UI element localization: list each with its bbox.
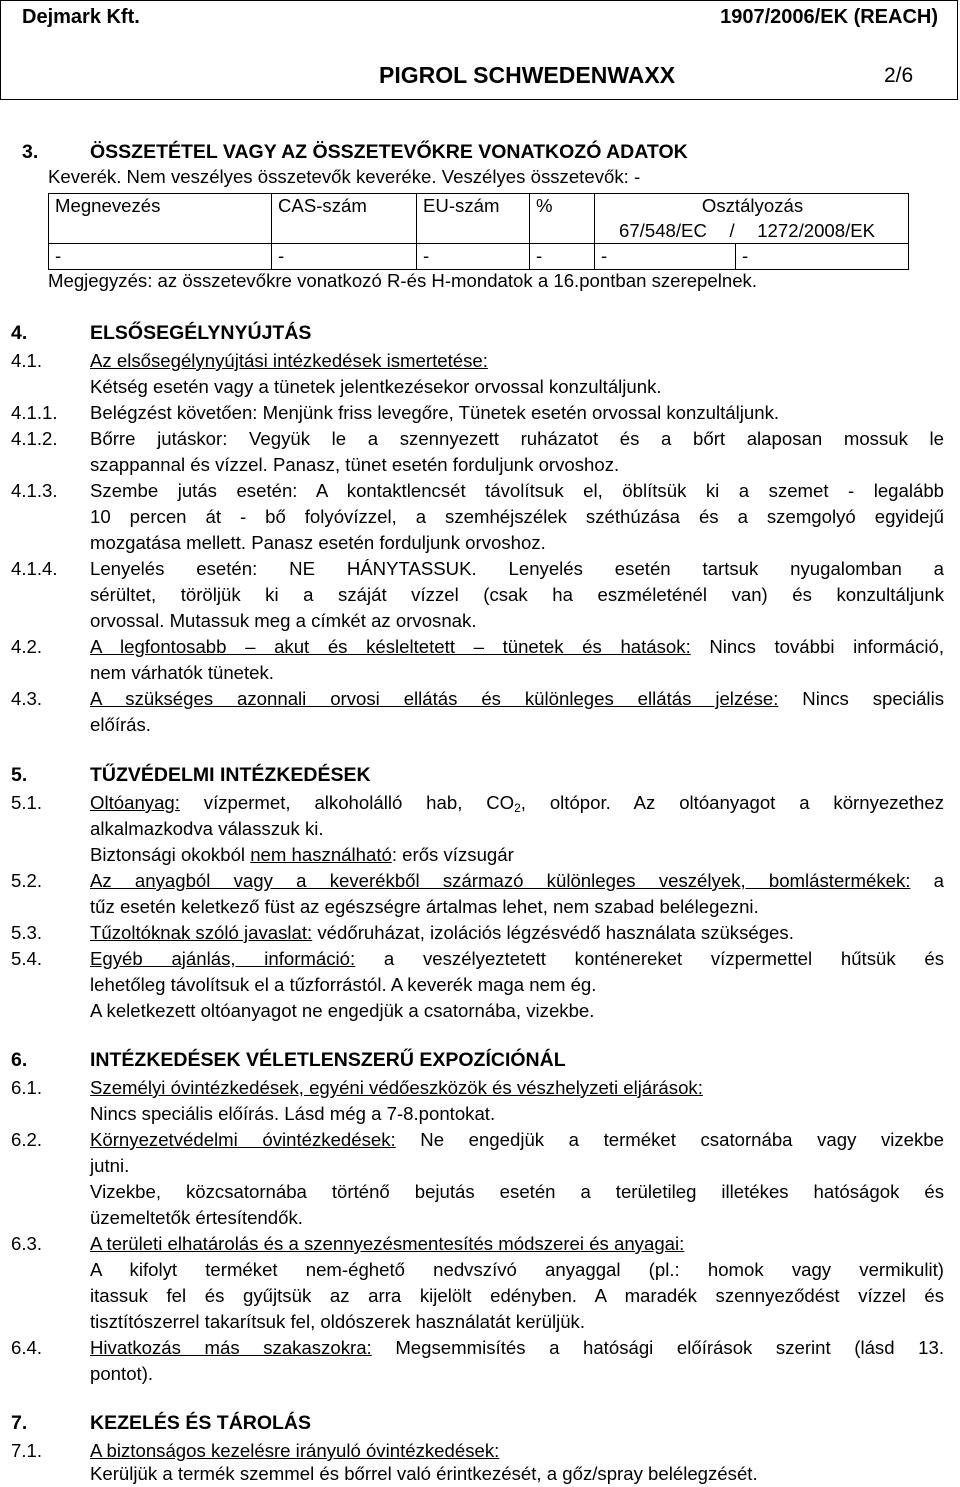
- item-5-2-heading: Az anyagból vagy a keverékből származó különleges veszélyek, bomlástermékek:: [90, 870, 911, 891]
- section-5-title: TŰZVÉDELMI INTÉZKEDÉSEK: [90, 764, 371, 786]
- item-4-2-heading: A legfontosabb – akut és késleltetett – tünetek és hatások:: [90, 636, 691, 657]
- item-4-1-2-line1: Bőrre jutáskor: Vegyük le a szennyezett ruházatot és a bőrt alaposan mossuk le: [90, 428, 944, 449]
- section-3-title: ÖSSZETÉTEL VAGY AZ ÖSSZETEVŐKRE VONATKOZÓ ADATOK: [90, 141, 688, 163]
- item-7-1-text: Kerüljük a termék szemmel és bőrrel való érintkezését, a gőz/spray belélegzését.: [90, 1463, 758, 1484]
- section-7-number: 7.: [11, 1412, 28, 1434]
- item-7-1-heading: A biztonságos kezelésre irányuló óvintézkedések:: [90, 1440, 500, 1461]
- section-3-number: 3.: [22, 141, 39, 163]
- item-5-1-line1: [90, 790, 944, 816]
- item-4-2-text: Nincs további információ,: [690, 636, 945, 657]
- section-3-intro: Keverék. Nem veszélyes összetevők keveréke. Veszélyes összetevők: -: [48, 166, 641, 187]
- item-6-4-text: Megsemmisítés a hatósági előírások szerint (lásd 13.: [371, 1337, 944, 1358]
- page-number: 2/6: [884, 64, 914, 87]
- item-4-2-line2: nem várhatók tünetek.: [90, 662, 274, 683]
- section-6-number: 6.: [11, 1049, 28, 1071]
- col-header-percent: %: [530, 194, 595, 244]
- classification-regulations: [601, 219, 904, 244]
- item-5-4-line2: lehetőleg távolítsuk el a tűzforrástól. A keverék maga nem ég.: [90, 974, 597, 995]
- item-6-4-heading: Hivatkozás más szakaszokra:: [90, 1337, 372, 1358]
- composition-table: [48, 193, 909, 270]
- cell-cas: -: [272, 244, 417, 270]
- item-4-1-3-number: 4.1.3.: [11, 480, 58, 501]
- item-5-1-text-a: vízpermet, alkoholálló hab, CO: [179, 792, 515, 813]
- col-header-name: Megnevezés: [49, 194, 272, 244]
- item-4-2-line1: [90, 634, 944, 660]
- section-4-title: ELSŐSEGÉLYNYÚJTÁS: [90, 322, 312, 344]
- item-7-1-number: 7.1.: [11, 1440, 43, 1461]
- item-4-1-2-line2: szappannal és vízzel. Panasz, tünet esetén forduljunk orvoshoz.: [90, 454, 620, 475]
- item-6-1-number: 6.1.: [11, 1077, 43, 1098]
- item-6-1-text: Nincs speciális előírás. Lásd még a 7-8.pontokat.: [90, 1103, 496, 1124]
- col-header-eu: EU-szám: [417, 194, 530, 244]
- item-4-1-2-number: 4.1.2.: [11, 428, 58, 449]
- item-5-1-safety-prefix: Biztonsági okokból: [90, 844, 251, 865]
- cell-eu: -: [417, 244, 530, 270]
- col-header-cas: CAS-szám: [272, 194, 417, 244]
- item-4-1-4-line3: orvossal. Mutassuk meg a címkét az orvosnak.: [90, 610, 477, 631]
- item-6-3-line2: A kifolyt terméket nem-éghető nedvszívó anyaggal (pl.: homok vagy vermikulit): [90, 1259, 944, 1280]
- cell-percent: -: [530, 244, 595, 270]
- item-6-2-text: Ne engedjük a terméket csatornába vagy vizekbe: [395, 1129, 944, 1150]
- item-6-4-line1: [90, 1335, 944, 1361]
- item-4-1-3-line1: Szembe jutás esetén: A kontaktlencsét távolítsuk el, öblítsük ki a szemet - legalább: [90, 480, 944, 501]
- item-5-1-not-usable: nem használható: [250, 844, 392, 865]
- item-5-1-line2: alkalmazkodva válasszuk ki.: [90, 818, 324, 839]
- table-row: [49, 244, 909, 270]
- item-5-2-line1: [90, 868, 944, 894]
- regulation-67-548: 67/548/EC: [619, 219, 707, 241]
- item-6-2-heading: Környezetvédelmi óvintézkedések:: [90, 1129, 396, 1150]
- item-6-3-heading: A területi elhatárolás és a szennyezésmentesítés módszerei és anyagai:: [90, 1233, 685, 1254]
- col-header-classification: [595, 194, 909, 244]
- section-7-title: KEZELÉS ÉS TÁROLÁS: [90, 1412, 312, 1434]
- section-6-title: INTÉZKEDÉSEK VÉLETLENSZERŰ EXPOZÍCIÓNÁL: [90, 1049, 566, 1071]
- item-5-3-text: védőruházat, izolációs légzésvédő használata szükséges.: [312, 922, 794, 943]
- item-4-3-number: 4.3.: [11, 688, 43, 709]
- co2-subscript: 2: [514, 801, 521, 815]
- item-5-4-text: a veszélyeztetett konténereket vízpermettel hűtsük és: [355, 948, 945, 969]
- item-5-1-line3: [90, 842, 944, 868]
- item-4-1-1-number: 4.1.1.: [11, 402, 58, 423]
- item-6-3-line4: tisztítószerrel takarítsuk fel, oldószerek használatát kerüljük.: [90, 1311, 586, 1332]
- item-5-3-heading: Tűzoltóknak szóló javaslat:: [90, 922, 313, 943]
- item-4-3-line1: [90, 686, 944, 712]
- item-5-1-text-b: , oltópor. Az oltóanyagot a környezethez: [520, 792, 944, 813]
- cell-class-67: -: [595, 244, 736, 270]
- item-6-2-line1: [90, 1127, 944, 1153]
- item-4-2-number: 4.2.: [11, 636, 43, 657]
- section-4-number: 4.: [11, 322, 28, 344]
- item-6-2-line2: jutni.: [90, 1155, 130, 1176]
- item-4-3-text: Nincs speciális: [778, 688, 944, 709]
- regulation-1272-2008: 1272/2008/EK: [757, 219, 876, 241]
- item-4-1-text: Kétség esetén vagy a tünetek jelentkezésekor orvossal konzultáljunk.: [90, 376, 662, 397]
- item-4-1-3-line2: 10 percen át - bő folyóvízzel, a szemhéjszélek széthúzása és a szemgolyó egyidejű: [90, 506, 944, 527]
- item-6-3-line3: itassuk fel és gyűjtsük az arra kijelölt edényben. A maradék szennyeződést vízzel és: [90, 1285, 944, 1306]
- item-5-4-line1: [90, 946, 944, 972]
- item-6-2-number: 6.2.: [11, 1129, 43, 1150]
- item-6-4-line2: pontot).: [90, 1363, 154, 1384]
- item-5-1-heading: Oltóanyag:: [90, 792, 180, 813]
- item-4-1-4-number: 4.1.4.: [11, 558, 58, 579]
- item-6-2-line4: üzemeltetők értesítendők.: [90, 1207, 303, 1228]
- item-4-1-1-text: Belégzést követően: Menjünk friss levegőre, Tünetek esetén orvossal konzultáljunk.: [90, 402, 780, 423]
- section-5-number: 5.: [11, 764, 28, 786]
- item-5-4-heading: Egyéb ajánlás, információ:: [90, 948, 356, 969]
- cell-name: -: [49, 244, 272, 270]
- section-3-note: Megjegyzés: az összetevőkre vonatkozó R-és H-mondatok a 16.pontban szerepelnek.: [48, 270, 758, 291]
- item-5-1-number: 5.1.: [11, 792, 43, 813]
- item-6-3-number: 6.3.: [11, 1233, 43, 1254]
- item-5-4-number: 5.4.: [11, 948, 43, 969]
- item-4-1-number: 4.1.: [11, 350, 43, 371]
- item-6-1-heading: Személyi óvintézkedések, egyéni védőeszközök és vészhelyzeti eljárások:: [90, 1077, 703, 1098]
- item-5-4-line3: A keletkezett oltóanyagot ne engedjük a csatornába, vizekbe.: [90, 1000, 595, 1021]
- item-4-1-heading: Az elsősegélynyújtási intézkedések ismertetése:: [90, 350, 488, 371]
- item-5-1-safety-suffix: : erős vízsugár: [391, 844, 514, 865]
- item-4-3-line2: előírás.: [90, 714, 151, 735]
- item-5-2-number: 5.2.: [11, 870, 43, 891]
- item-5-3-number: 5.3.: [11, 922, 43, 943]
- item-4-1-3-line3: mozgatása mellett. Panasz esetén forduljunk orvoshoz.: [90, 532, 546, 553]
- item-6-4-number: 6.4.: [11, 1337, 43, 1358]
- item-4-1-4-line1: Lenyelés esetén: NE HÁNYTASSUK. Lenyelés esetén tartsuk nyugalomban a: [90, 558, 944, 579]
- regulation: 1907/2006/EK (REACH): [720, 6, 938, 28]
- item-4-1-4-line2: sérültet, töröljük ki a száját vízzel (csak ha eszméleténél van) és konzultáljunk: [90, 584, 944, 605]
- company-name: Dejmark Kft.: [22, 6, 140, 28]
- item-6-2-line3: Vizekbe, közcsatornába történő bejutás esetén a területileg illetékes hatóságok és: [90, 1181, 944, 1202]
- item-5-3-line1: [90, 920, 944, 946]
- product-name: PIGROL SCHWEDENWAXX: [379, 62, 676, 88]
- item-5-2-line2: tűz esetén keletkező füst az egészségre ártalmas lehet, nem szabad belélegezni.: [90, 896, 759, 917]
- item-5-2-text: a: [910, 870, 944, 891]
- cell-class-1272: -: [736, 244, 909, 270]
- item-4-3-heading: A szükséges azonnali orvosi ellátás és különleges ellátás jelzése:: [90, 688, 779, 709]
- regulation-separator: /: [729, 219, 735, 241]
- classification-label: Osztályozás: [701, 195, 804, 216]
